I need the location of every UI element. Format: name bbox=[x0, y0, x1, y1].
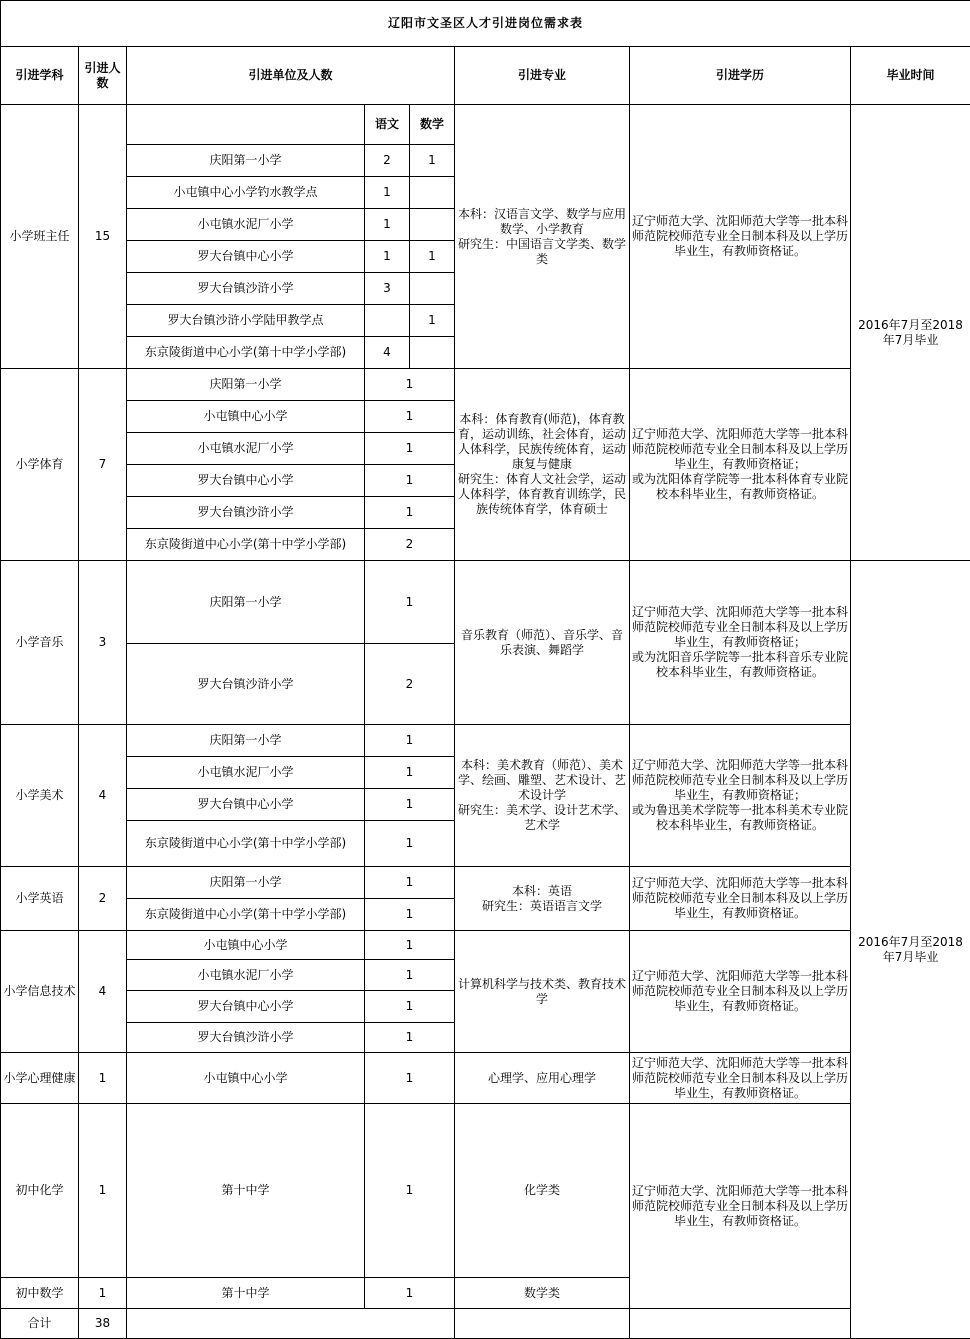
school-cell: 小屯镇中心小学 bbox=[127, 931, 365, 960]
total-education-empty bbox=[630, 1309, 851, 1339]
school-cell: 庆阳第一小学 bbox=[127, 369, 365, 401]
shuxue-count bbox=[410, 177, 455, 209]
education-cell: 辽宁师范大学、沈阳师范大学等一批本科师范院校师范专业全日制本科及以上学历毕业生，有教师资格证； 或为鲁迅美术学院等一批本科美术专业院校本科毕业生，有教师资格证。 bbox=[630, 725, 851, 867]
school-count: 1 bbox=[365, 991, 455, 1023]
header-major: 引进专业 bbox=[455, 47, 630, 105]
school-count: 1 bbox=[365, 821, 455, 867]
grad-time-cell: 2016年7月至2018年7月毕业 bbox=[851, 105, 970, 561]
school-cell: 东京陵街道中心小学(第十中学小学部) bbox=[127, 899, 365, 931]
education-cell: 辽宁师范大学、沈阳师范大学等一批本科师范院校师范专业全日制本科及以上学历毕业生，有教师资格证。 bbox=[630, 931, 851, 1053]
shuxue-count: 1 bbox=[410, 145, 455, 177]
school-count: 1 bbox=[365, 497, 455, 529]
table-row bbox=[1, 1104, 970, 1278]
school-cell: 小屯镇中心小学 bbox=[127, 401, 365, 433]
education-cell: 辽宁师范大学、沈阳师范大学等一批本科师范院校师范专业全日制本科及以上学历毕业生，有教师资格证； 或为沈阳体育学院等一批本科体育专业院校本科毕业生，有教师资格证。 bbox=[630, 369, 851, 561]
major-cell: 化学类 bbox=[455, 1104, 630, 1278]
count-cell: 15 bbox=[79, 105, 127, 369]
school-cell: 小屯镇中心小学 bbox=[127, 1053, 365, 1104]
sub-header-yuwen: 语文 bbox=[365, 105, 410, 145]
count-cell: 7 bbox=[79, 369, 127, 561]
count-cell: 1 bbox=[79, 1104, 127, 1278]
school-count: 1 bbox=[365, 1023, 455, 1053]
major-cell: 本科：汉语言文学、数学与应用数学、小学教育 研究生：中国语言文学类、数学类 bbox=[455, 105, 630, 369]
education-cell: 辽宁师范大学、沈阳师范大学等一批本科师范院校师范专业全日制本科及以上学历毕业生，有教师资格证。 bbox=[630, 1104, 851, 1309]
subject-cell: 初中化学 bbox=[1, 1104, 79, 1278]
subject-cell: 小学体育 bbox=[1, 369, 79, 561]
school-count: 1 bbox=[365, 867, 455, 899]
major-cell: 心理学、应用心理学 bbox=[455, 1053, 630, 1104]
school-cell: 罗大台镇沙浒小学 bbox=[127, 1023, 365, 1053]
total-count: 38 bbox=[79, 1309, 127, 1339]
school-cell: 罗大台镇沙浒小学陆甲教学点 bbox=[127, 305, 365, 337]
school-count: 1 bbox=[365, 789, 455, 821]
count-cell: 2 bbox=[79, 867, 127, 931]
education-cell: 辽宁师范大学、沈阳师范大学等一批本科师范院校师范专业全日制本科及以上学历毕业生，有教师资格证。 bbox=[630, 867, 851, 931]
school-cell: 罗大台镇中心小学 bbox=[127, 991, 365, 1023]
count-cell: 4 bbox=[79, 725, 127, 867]
school-cell: 小屯镇水泥厂小学 bbox=[127, 433, 365, 465]
education-cell: 辽宁师范大学、沈阳师范大学等一批本科师范院校师范专业全日制本科及以上学历毕业生，有教师资格证。 bbox=[630, 105, 851, 369]
school-count: 1 bbox=[365, 1104, 455, 1278]
shuxue-count: 1 bbox=[410, 241, 455, 273]
table-title: 辽阳市文圣区人才引进岗位需求表 bbox=[1, 1, 970, 47]
school-cell: 庆阳第一小学 bbox=[127, 725, 365, 757]
education-cell: 辽宁师范大学、沈阳师范大学等一批本科师范院校师范专业全日制本科及以上学历毕业生，有教师资格证； 或为沈阳音乐学院等一批本科音乐专业院校本科毕业生，有教师资格证。 bbox=[630, 561, 851, 725]
sub-header-shuxue: 数学 bbox=[410, 105, 455, 145]
school-cell: 罗大台镇沙浒小学 bbox=[127, 644, 365, 725]
school-count: 1 bbox=[365, 899, 455, 931]
school-count: 1 bbox=[365, 1053, 455, 1104]
school-count: 1 bbox=[365, 561, 455, 644]
header-subject: 引进学科 bbox=[1, 47, 79, 105]
header-grad-time: 毕业时间 bbox=[851, 47, 970, 105]
school-cell-blank bbox=[127, 105, 365, 145]
school-cell: 小屯镇水泥厂小学 bbox=[127, 757, 365, 789]
yuwen-count: 2 bbox=[365, 145, 410, 177]
school-cell: 罗大台镇沙浒小学 bbox=[127, 497, 365, 529]
school-count: 1 bbox=[365, 465, 455, 497]
table-row bbox=[1, 1053, 970, 1104]
subject-cell: 小学信息技术 bbox=[1, 931, 79, 1053]
header-count: 引进人数 bbox=[79, 47, 127, 105]
count-cell: 1 bbox=[79, 1278, 127, 1309]
school-count: 1 bbox=[365, 1278, 455, 1309]
total-major-empty bbox=[455, 1309, 630, 1339]
school-cell: 东京陵街道中心小学(第十中学小学部) bbox=[127, 529, 365, 561]
education-cell: 辽宁师范大学、沈阳师范大学等一批本科师范院校师范专业全日制本科及以上学历毕业生，有教师资格证。 bbox=[630, 1053, 851, 1104]
major-cell: 本科：美术教育（师范）、美术学、绘画、雕塑、艺术设计、艺术设计学 研究生：美术学、设计艺术学、艺术学 bbox=[455, 725, 630, 867]
major-cell: 本科：体育教育(师范)，体育教育，运动训练，社会体育，运动人体科学，民族传统体育，运动康复与健康 研究生：体育人文社会学，运动人体科学，体育教育训练学，民族传统体育学，体育硕士 bbox=[455, 369, 630, 561]
school-count: 2 bbox=[365, 644, 455, 725]
yuwen-count: 4 bbox=[365, 337, 410, 369]
subject-cell: 小学美术 bbox=[1, 725, 79, 867]
shuxue-count bbox=[410, 209, 455, 241]
table-row bbox=[1, 867, 970, 899]
yuwen-count: 1 bbox=[365, 177, 410, 209]
header-education: 引进学历 bbox=[630, 47, 851, 105]
major-cell: 本科：英语 研究生：英语语言文学 bbox=[455, 867, 630, 931]
total-row bbox=[1, 1309, 970, 1339]
school-cell: 小屯镇水泥厂小学 bbox=[127, 960, 365, 991]
total-units-empty bbox=[127, 1309, 455, 1339]
table-row bbox=[1, 931, 970, 960]
school-cell: 罗大台镇中心小学 bbox=[127, 241, 365, 273]
school-cell: 第十中学 bbox=[127, 1104, 365, 1278]
school-cell: 庆阳第一小学 bbox=[127, 145, 365, 177]
school-count: 1 bbox=[365, 369, 455, 401]
shuxue-count: 1 bbox=[410, 305, 455, 337]
yuwen-count bbox=[365, 305, 410, 337]
school-count: 1 bbox=[365, 725, 455, 757]
yuwen-count: 1 bbox=[365, 241, 410, 273]
count-cell: 4 bbox=[79, 931, 127, 1053]
table-row bbox=[1, 105, 970, 145]
school-cell: 东京陵街道中心小学(第十中学小学部) bbox=[127, 821, 365, 867]
school-cell: 庆阳第一小学 bbox=[127, 561, 365, 644]
table-row bbox=[1, 725, 970, 757]
major-cell: 音乐教育（师范）、音乐学、音乐表演、舞蹈学 bbox=[455, 561, 630, 725]
shuxue-count bbox=[410, 273, 455, 305]
yuwen-count: 3 bbox=[365, 273, 410, 305]
subject-cell: 小学心理健康 bbox=[1, 1053, 79, 1104]
table-row bbox=[1, 561, 970, 644]
total-label: 合计 bbox=[1, 1309, 79, 1339]
school-cell: 罗大台镇中心小学 bbox=[127, 789, 365, 821]
school-cell: 庆阳第一小学 bbox=[127, 867, 365, 899]
school-cell: 东京陵街道中心小学(第十中学小学部) bbox=[127, 337, 365, 369]
school-cell: 罗大台镇沙浒小学 bbox=[127, 273, 365, 305]
yuwen-count: 1 bbox=[365, 209, 410, 241]
subject-cell: 小学英语 bbox=[1, 867, 79, 931]
school-count: 1 bbox=[365, 757, 455, 789]
school-count: 1 bbox=[365, 931, 455, 960]
count-cell: 3 bbox=[79, 561, 127, 725]
school-cell: 罗大台镇中心小学 bbox=[127, 465, 365, 497]
school-count: 1 bbox=[365, 960, 455, 991]
major-cell: 计算机科学与技术类、教育技术学 bbox=[455, 931, 630, 1053]
school-count: 1 bbox=[365, 401, 455, 433]
school-cell: 第十中学 bbox=[127, 1278, 365, 1309]
shuxue-count bbox=[410, 337, 455, 369]
school-cell: 小屯镇中心小学钓水教学点 bbox=[127, 177, 365, 209]
count-cell: 1 bbox=[79, 1053, 127, 1104]
subject-cell: 小学班主任 bbox=[1, 105, 79, 369]
school-count: 2 bbox=[365, 529, 455, 561]
table-row bbox=[1, 369, 970, 401]
major-cell: 数学类 bbox=[455, 1278, 630, 1309]
subject-cell: 初中数学 bbox=[1, 1278, 79, 1309]
school-cell: 小屯镇水泥厂小学 bbox=[127, 209, 365, 241]
subject-cell: 小学音乐 bbox=[1, 561, 79, 725]
grad-time-cell: 2016年7月至2018年7月毕业 bbox=[851, 561, 970, 1339]
header-units: 引进单位及人数 bbox=[127, 47, 455, 105]
school-count: 1 bbox=[365, 433, 455, 465]
